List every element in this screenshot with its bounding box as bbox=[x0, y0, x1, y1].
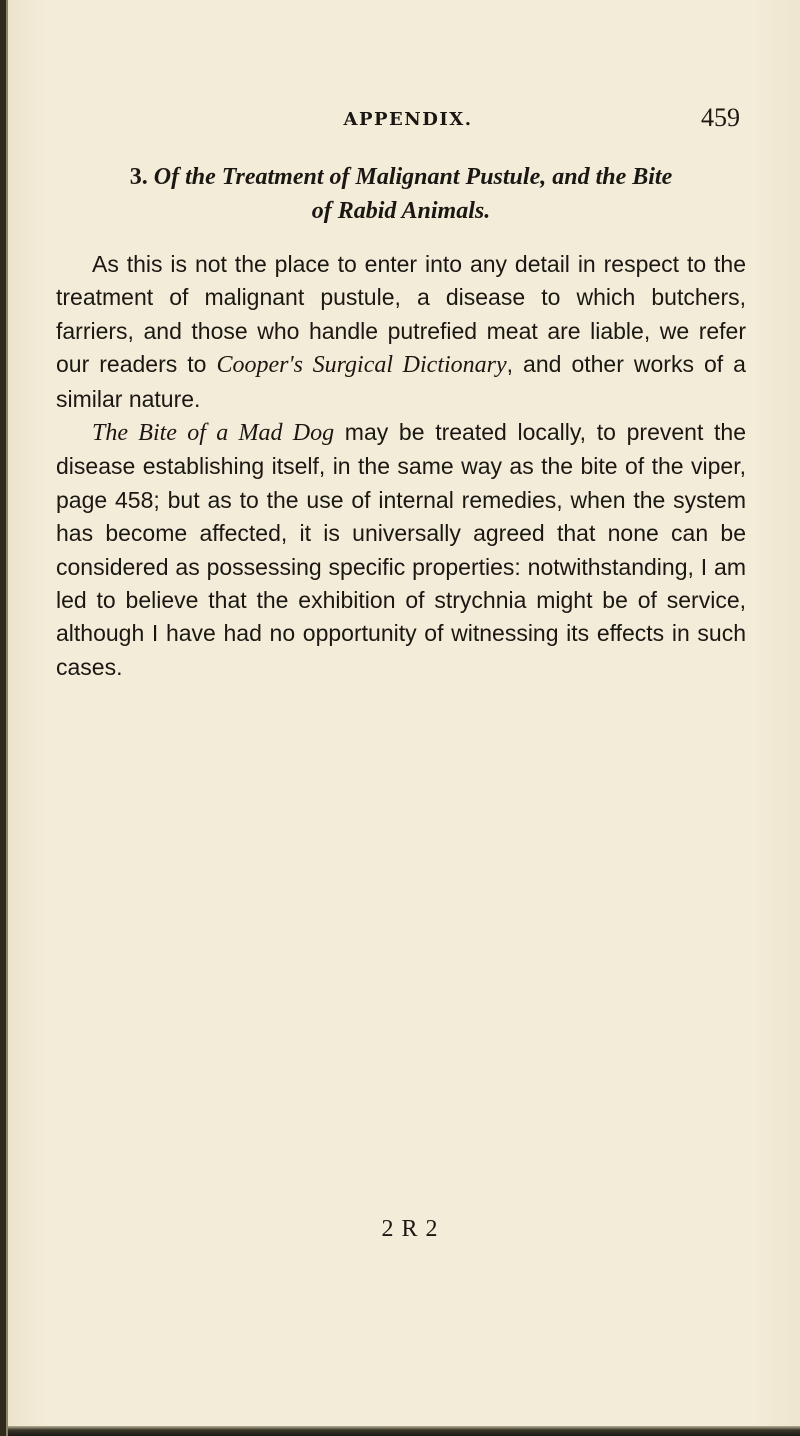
section-title-line-2: of Rabid Animals. bbox=[311, 198, 491, 224]
paragraph-mad-dog bbox=[56, 416, 746, 684]
section-title-text: Of the Treatment of Malignant Pustule, and the Bite bbox=[153, 164, 673, 190]
paragraph-2-text: may be treated locally, to prevent the disease establishing itself, in the same way as the bite of the viper, page 458; but as to the use of internal remedies, when the system has become affected, it is universally agreed that none can be considered as possessing specific properties: notwithstanding, I am led to believe that the exhibition of strychnia might be of service, although I have had no opportunity of witnessing its effects in such cases. bbox=[56, 419, 746, 680]
section-number: 3. bbox=[129, 164, 148, 190]
paragraph-malignant-pustule bbox=[56, 248, 746, 416]
paragraph-1-text-a: As this is not the place to enter into any detail in respect to the treatment of malignant pustule, a disease to which butchers, farriers, and those who handle putrefied meat are liable, we refer our readers to bbox=[56, 251, 746, 378]
bottom-edge bbox=[8, 1426, 800, 1436]
signature-mark: 2 R 2 bbox=[381, 1216, 439, 1242]
mad-dog-lead: The Bite of a Mad Dog bbox=[92, 420, 335, 447]
body-text bbox=[56, 248, 746, 684]
section-title-line-1 bbox=[56, 160, 746, 194]
coopers-dictionary-reference: Cooper's Surgical Dictionary bbox=[216, 352, 507, 379]
page-number: 459 bbox=[701, 103, 740, 132]
binding-edge-shadow bbox=[6, 0, 8, 1436]
page-header bbox=[60, 103, 740, 143]
running-head: APPENDIX. bbox=[343, 109, 473, 130]
paragraph-1-text-b: , and other works of a similar nature. bbox=[56, 351, 746, 412]
section-title bbox=[56, 160, 746, 228]
